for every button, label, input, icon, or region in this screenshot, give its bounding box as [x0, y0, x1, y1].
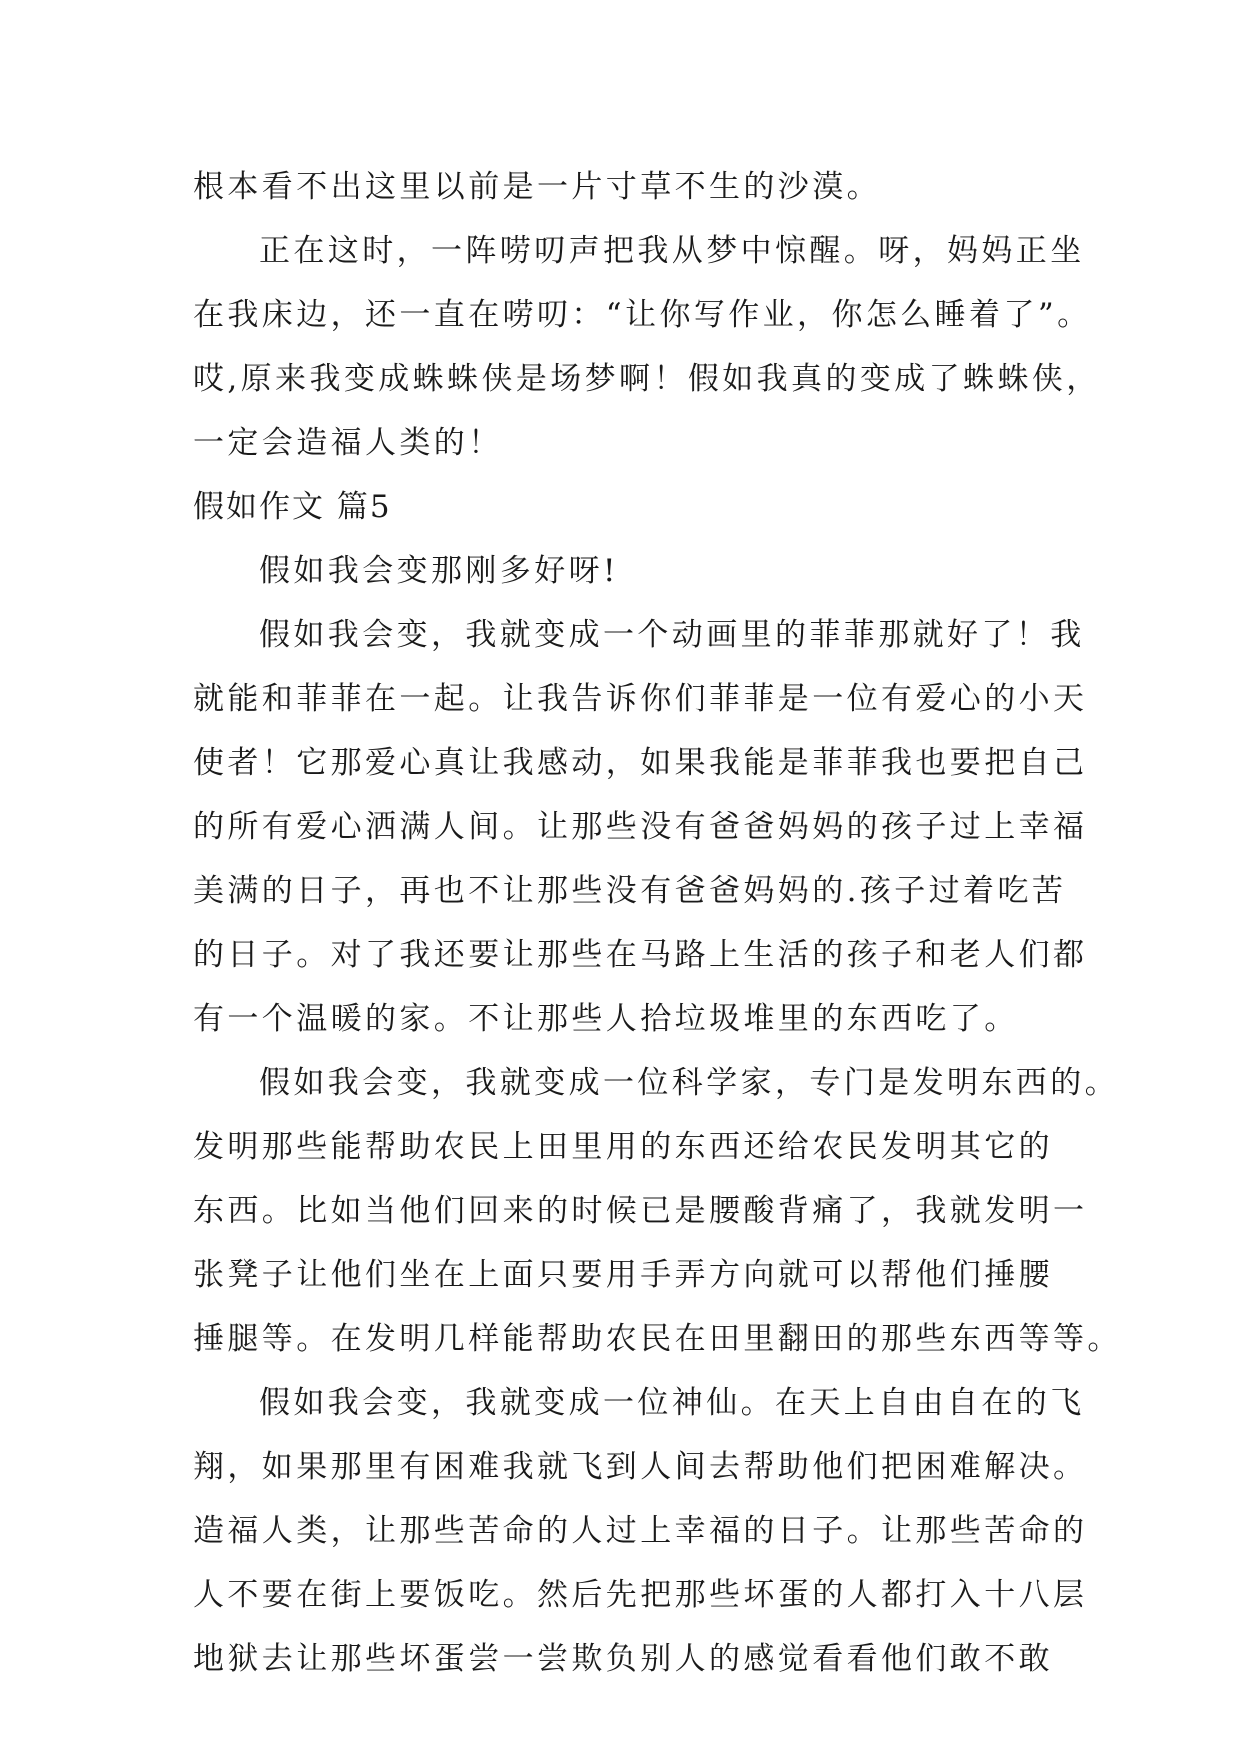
text-line: 的日子。对了我还要让那些在马路上生活的孩子和老人们都 [193, 937, 1088, 973]
text-line: 的所有爱心洒满人间。让那些没有爸爸妈妈的孩子过上幸福 [193, 809, 1088, 845]
text-line: 根本看不出这里以前是一片寸草不生的沙漠。 [193, 169, 881, 205]
text-line: 地狱去让那些坏蛋尝一尝欺负别人的感觉看看他们敢不敢 [193, 1641, 1053, 1677]
paragraph-start: 假如我会变，我就变成一位科学家，专门是发明东西的。 [259, 1065, 1119, 1101]
section-heading: 假如作文 篇5 [193, 489, 392, 525]
text-line: 捶腿等。在发明几样能帮助农民在田里翻田的那些东西等等。 [193, 1321, 1122, 1357]
text-line: 就能和菲菲在一起。让我告诉你们菲菲是一位有爱心的小天 [193, 681, 1088, 717]
text-line: 造福人类，让那些苦命的人过上幸福的日子。让那些苦命的 [193, 1513, 1088, 1549]
text-line: 在我床边，还一直在唠叨：“让你写作业，你怎么睡着了”。 [193, 297, 1092, 333]
essay-title-line: 假如我会变那刚多好呀! [259, 553, 619, 589]
text-line: 翔，如果那里有困难我就飞到人间去帮助他们把困难解决。 [193, 1449, 1088, 1485]
text-line: 哎,原来我变成蛛蛛侠是场梦啊！假如我真的变成了蛛蛛侠， [193, 361, 1101, 397]
text-line: 人不要在街上要饭吃。然后先把那些坏蛋的人都打入十八层 [193, 1577, 1088, 1613]
paragraph-start: 假如我会变，我就变成一个动画里的菲菲那就好了！我 [259, 617, 1085, 653]
text-line: 美满的日子，再也不让那些没有爸爸妈妈的.孩子过着吃苦 [193, 873, 1067, 909]
text-line: 张凳子让他们坐在上面只要用手弄方向就可以帮他们捶腰 [193, 1257, 1053, 1293]
text-line: 使者！它那爱心真让我感动，如果我能是菲菲我也要把自己 [193, 745, 1088, 781]
text-line: 有一个温暖的家。不让那些人拾垃圾堆里的东西吃了。 [193, 1001, 1019, 1037]
paragraph-start: 正在这时，一阵唠叨声把我从梦中惊醒。呀，妈妈正坐 [259, 233, 1085, 269]
text-line: 发明那些能帮助农民上田里用的东西还给农民发明其它的 [193, 1129, 1053, 1165]
document-body [193, 155, 1122, 1691]
text-line: 一定会造福人类的！ [193, 425, 503, 461]
text-line: 东西。比如当他们回来的时候已是腰酸背痛了，我就发明一 [193, 1193, 1088, 1229]
paragraph-start: 假如我会变，我就变成一位神仙。在天上自由自在的飞 [259, 1385, 1085, 1421]
